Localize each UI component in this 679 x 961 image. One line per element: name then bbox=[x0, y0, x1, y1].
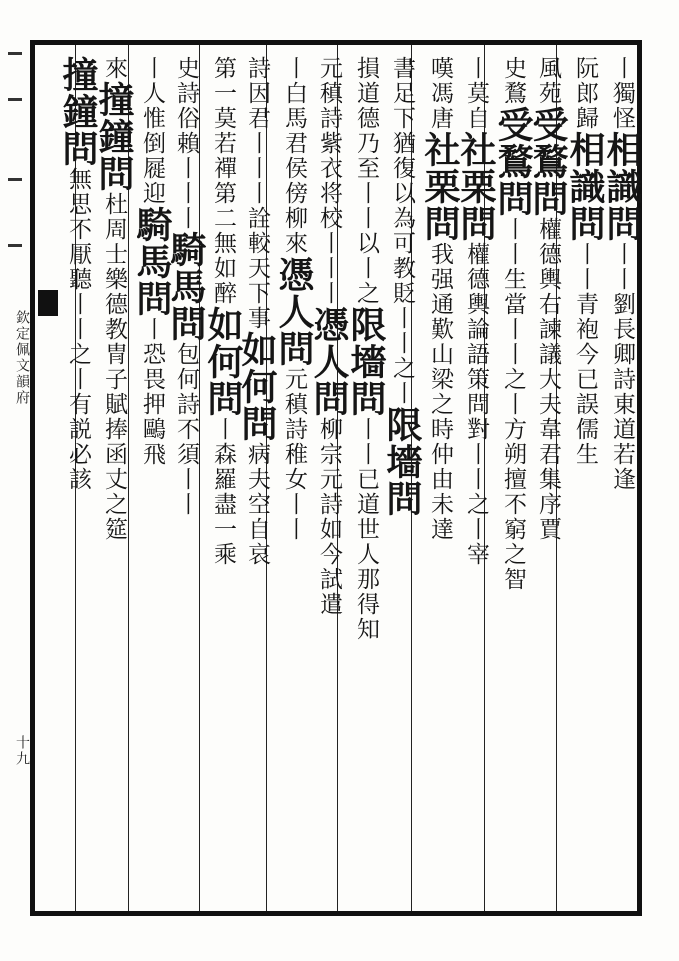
fishtail-mark bbox=[38, 290, 58, 316]
entry-heading: 騎馬問 bbox=[131, 206, 173, 317]
text-column: 丨白馬君侯傍柳來憑人問元稹詩稚女丨丨 bbox=[273, 56, 315, 542]
margin-tick bbox=[8, 178, 22, 181]
text-column: 丨獨怪相識問丨丨劉長卿詩東道若逢 bbox=[601, 56, 643, 492]
text-column: 元稹詩紫衣将校丨丨丨憑人問柳宗元詩如今試遣 bbox=[308, 56, 350, 617]
entry-heading: 受鶩問 bbox=[527, 106, 569, 217]
entry-heading: 受鶩問 bbox=[492, 106, 534, 217]
text-column: 風苑受鶩問權德輿右諫議大夫韋君集序賈 bbox=[527, 56, 569, 542]
entry-heading: 撞鐘問 bbox=[93, 81, 135, 192]
page-number: 十九 bbox=[14, 735, 30, 767]
entry-heading: 如何問 bbox=[202, 306, 244, 417]
text-column: 阮郎歸相識問丨丨青袍今已誤儒生 bbox=[564, 56, 606, 467]
text-column: 嘆馮唐社栗問我强通歎山梁之時仲由未達 bbox=[419, 56, 461, 542]
entry-heading: 如何問 bbox=[236, 331, 278, 442]
entry-heading: 限墻問 bbox=[381, 406, 423, 517]
text-column: 丨莫自社栗問權德輿論語策問對丨丨之丨宰 bbox=[455, 56, 497, 567]
margin-tick bbox=[8, 244, 22, 247]
text-column: 史鶩受鶩問丨丨生當丨丨之丨方朔擅不窮之智 bbox=[492, 56, 534, 592]
margin-tick bbox=[8, 52, 22, 55]
entry-heading: 相識問 bbox=[601, 131, 643, 242]
text-column: 來撞鐘問杜周士樂德教冑子賦捧函丈之筵 bbox=[93, 56, 135, 542]
text-column: 撞鐘問無思不厭聽丨丨之丨有説必該 bbox=[57, 56, 99, 492]
entry-heading: 社栗問 bbox=[419, 131, 461, 242]
entry-heading: 憑人問 bbox=[308, 306, 350, 417]
text-column: 損道德乃至丨丨以丨之限墻問丨丨已道世人那得知 bbox=[345, 56, 387, 642]
book-title: 欽定佩文韻府 bbox=[14, 310, 30, 406]
entry-heading: 限墻問 bbox=[345, 306, 387, 417]
text-column: 書足下猶復以為可教貶丨丨之丨限墻問 bbox=[381, 56, 423, 517]
text-column: 詩因君丨丨丨詮較天下事如何問病夫空自哀 bbox=[236, 56, 278, 567]
text-column: 史詩俗賴丨丨丨騎馬問包何詩不須丨丨 bbox=[165, 56, 207, 517]
text-column: 第一莫若禪第二無如醉如何問丨森羅盡一乘 bbox=[202, 56, 244, 567]
margin-tick bbox=[8, 98, 22, 101]
entry-heading: 社栗問 bbox=[455, 131, 497, 242]
entry-heading: 撞鐘問 bbox=[57, 56, 99, 167]
entry-heading: 憑人問 bbox=[273, 256, 315, 367]
entry-heading: 相識問 bbox=[564, 131, 606, 242]
entry-heading: 騎馬問 bbox=[165, 231, 207, 342]
text-column: 丨人惟倒屣迎騎馬問丨恐畏押鷗飛 bbox=[131, 56, 173, 467]
